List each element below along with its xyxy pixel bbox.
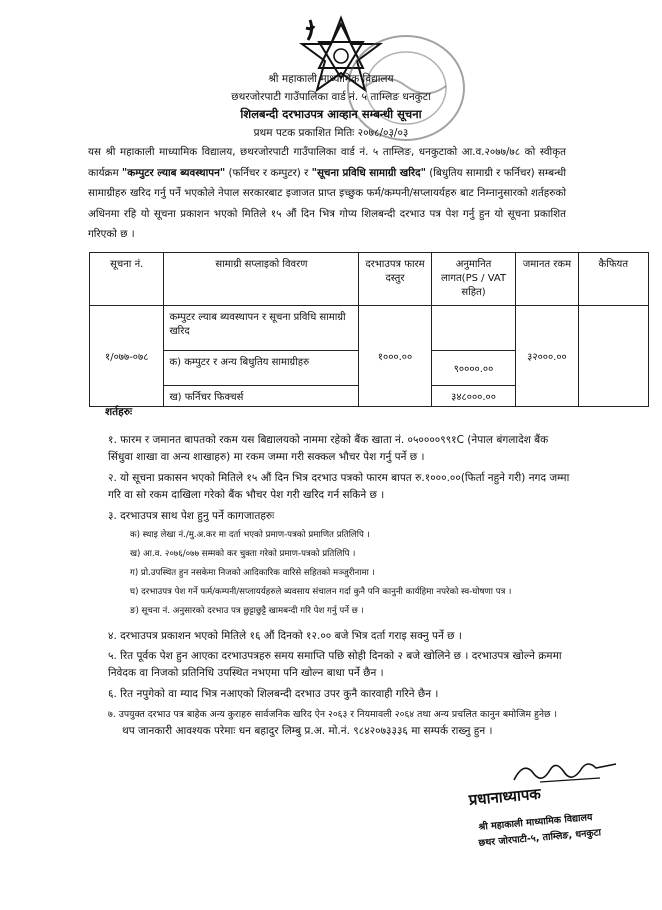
- school-address: छथरजोरपाटी गाउँपालिका वार्ड नं. ५ ताम्लिङ धनकुटा: [231, 91, 431, 103]
- guarantee-amount: ३२०००.००: [516, 306, 578, 407]
- condition-3c: ग) प्रो.उपस्थित हुन नसकेमा निजको आदिकारिक वारिसे सहितको मञ्जुरीनामा ।: [130, 568, 375, 578]
- notice-title: शिलबन्दी दरभाउपत्र आव्हान सम्बन्धी सूचना: [240, 107, 422, 121]
- intro-paragraph: यस श्री महाकाली माध्यामिक विद्यालय, छथरजोरपाटी गाउँपालिका वार्ड नं. ५ ताम्लिङ, धनकुटाको आ.व.२०७७/७८ को स्वीकृत कार्यक्रम "कम्पुटर ल्याब ब्यवस्थापन" (फर्निचर र कम्पुटर) र "सूचना प्रविधि सामाग्री खरिद" (बिधुतिय सामाग्री र फर्निचर) सम्बन्धी सामाग्रीहरु खरिद गर्नु पर्ने भएकोले नेपाल सरकारबाट इजाजत प्राप्त इच्छुक फर्म/कम्पनी/सप्लायर्यहरु बाट निम्नानुसारको शर्तहरुको अधिनमा रहि यो सूचना प्रकाशन भएको मितिले १५ औं दिन भित्र गोप्य शिलबन्दी दरभाउ पत्र पेश गर्नु हुन यो सूचना प्रकाशित गरिएको छ ।: [88, 146, 566, 240]
- tender-table: [89, 252, 649, 407]
- col-notice-no: सूचना नं.: [90, 253, 164, 306]
- remarks: [578, 306, 648, 407]
- cost-furniture: ३४८०००.००: [431, 386, 516, 407]
- condition-2: २. यो सूचना प्रकासन भएको मितिले १५ औं दिन भित्र दरभाउ पत्रको फारम बापत रु.१०००.००(फिर्ता नहुने गरी) नगद जम्मा गरि वा सो रकम दाखिला गरेको बैंक भौचर पेश गरी खरिद गर्न सकिने छ ।: [108, 472, 570, 501]
- condition-1: १. फारम र जमानत बापतको रकम यस बिद्यालयको नाममा रहेको बैंक खाता नं. ०५००००९९१C (नेपाल बंगलादेश बैंक सिंधुवा शाखा वा अन्य शाखाहरु) मा रकम जम्मा गरी सक्कल भौचर पेश गर्नु पर्ने छ ।: [108, 434, 549, 463]
- col-guarantee: जमानत रकम: [516, 253, 578, 306]
- col-estimated-cost: अनुमानित लागत(PS / VAT सहित): [431, 253, 516, 306]
- condition-3e: ङ) सूचना नं. अनुसारको दरभाउ पत्र छुट्टाछुट्टै खामबन्दी गरि पेश गर्नु पर्ने छ ।: [130, 606, 364, 616]
- table-row: [90, 306, 649, 351]
- item-furniture: ख) फर्निचर फिक्चर्स: [164, 386, 359, 407]
- condition-4: ४. दरभाउपत्र प्रकाशन भएको मितिले १६ औं दिनको १२.०० बजे भित्र दर्ता गराइ सक्नु पर्ने छ ।: [108, 630, 462, 642]
- table-header-row: [90, 253, 649, 306]
- notice-number: १/०७७-०७८: [90, 306, 164, 407]
- publish-date: प्रथम पटक प्रकाशित मितिः २०७८/०३/०३: [253, 127, 409, 139]
- school-name: श्री महाकाली माध्यामिक विद्यालय: [268, 73, 394, 85]
- signature-address: छथर जोरपाटी-५, ताम्लिङ, धनकुटा: [478, 827, 602, 849]
- condition-5: ५. रित पूर्वक पेश हुन आएका दरभाउपत्रहरु समय समाप्ति पछि सोही दिनको २ बजे खोलिने छ । दरभाउपत्र खोल्ने क्रममा निवेदक वा निजको प्रतिनिधि उपस्थित नभएमा पनि खोल्न बाधा पर्ने छैन ।: [108, 650, 562, 679]
- signature-school: श्री महाकाली माध्यामिक विद्यालय: [478, 812, 593, 833]
- contact-info: थप जानकारी आवश्यक परेमाः धन बहादुर लिम्बु प्र.अ. मो.नं. ९८४२०७३३३६ मा सम्पर्क राख्नु हुन ।: [122, 725, 493, 737]
- condition-3b: ख) आ.व. २०७६/०७७ सम्मको कर चुक्ता गरेको प्रमाण-पत्रको प्रतिलिपि ।: [130, 549, 356, 559]
- col-description: सामाग्री सप्लाइको विवरण: [164, 253, 359, 306]
- conditions-title: शर्तहरुः: [105, 406, 133, 418]
- form-fee: १०००.००: [359, 306, 431, 407]
- condition-3: ३. दरभाउपत्र साथ पेश हुनु पर्ने कागजातहरुः: [108, 510, 275, 522]
- description-main: कम्पुटर ल्याब ब्यवस्थापन र सूचना प्रविधि सामाग्री खरिद: [164, 306, 359, 351]
- condition-3a: क) स्थाइ लेखा नं./मु.अ.कर मा दर्ता भएको प्रमाण-पत्रको प्रमाणित प्रतिलिपि ।: [130, 530, 370, 540]
- item-computer: क) कम्पुटर र अन्य बिधुतिय सामाग्रीहरु: [164, 351, 359, 386]
- col-form-fee: दरभाउपत्र फारम दस्तुर: [359, 253, 431, 306]
- col-remarks: कैफियत: [578, 253, 648, 306]
- condition-3d: घ) दरभाउपत्र पेश गर्ने फर्म/कम्पनी/सप्लायर्यहरुले ब्यवसाय संचालन गर्दा कुनै पनि कानुनी कार्यहिमा नपरेको स्व-घोषणा पत्र ।: [130, 587, 512, 597]
- signature-title: प्रधानाध्यापक: [468, 784, 542, 809]
- cost-computer: ९००००.००: [431, 351, 516, 386]
- cost-empty: [431, 306, 516, 351]
- condition-6: ६. रित नपुगेको वा म्याद भित्र नआएको शिलबन्दी दरभाउ उपर कुनै कारवाही गरिने छैन ।: [108, 688, 439, 700]
- condition-7: ७. उपयुक्त दरभाउ पत्र बाहेक अन्य कुराहरु सार्वजनिक खरिद ऐन २०६३ र नियमावली २०६४ तथा अन्य प्रचलित कानुन बमोजिम हुनेछ ।: [108, 709, 558, 720]
